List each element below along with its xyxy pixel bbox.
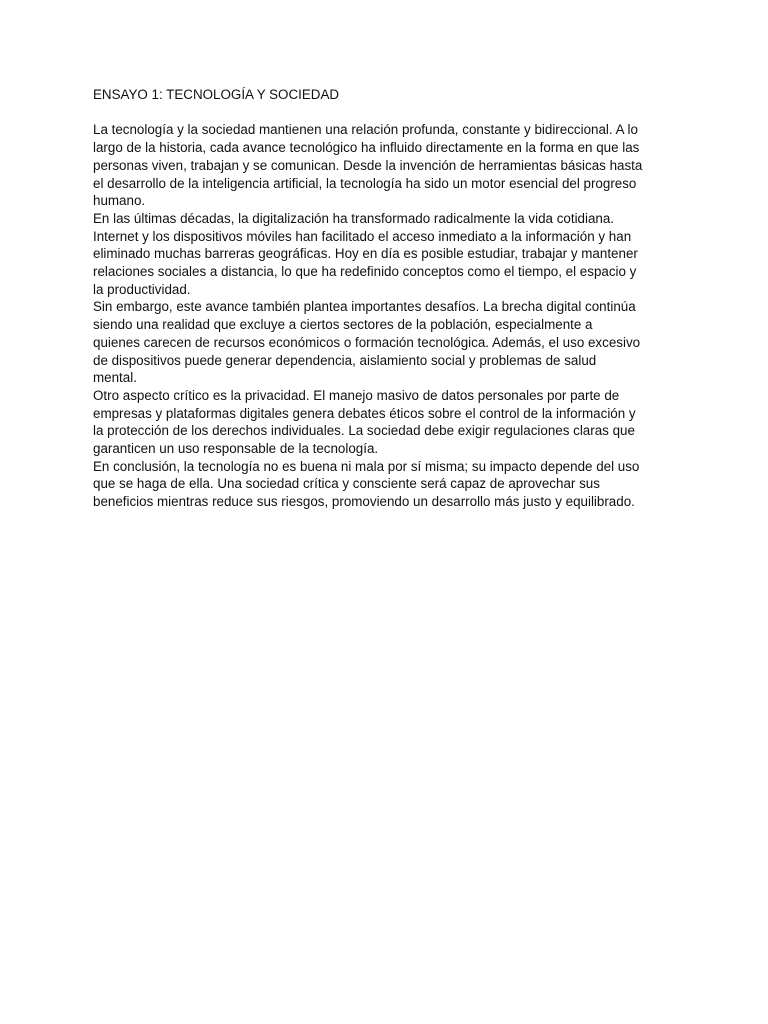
paragraph-line: personas viven, trabajan y se comunican. Desde la invención de herramientas básicas hasta — [93, 157, 643, 173]
paragraph-line: Otro aspecto crítico es la privacidad. El manejo masivo de datos personales por parte de — [93, 387, 620, 403]
paragraph-conclusion — [93, 458, 683, 511]
paragraph-line: siendo una realidad que excluye a ciertos sectores de la población, especialmente a — [93, 317, 593, 333]
paragraph-challenges — [93, 298, 683, 387]
paragraph-line: En las últimas décadas, la digitalización ha transformado radicalmente la vida cotidiana. — [93, 210, 615, 226]
paragraph-line: Sin embargo, este avance también plantea importantes desafíos. La brecha digital continúa — [93, 299, 636, 315]
paragraph-line: empresas y plataformas digitales genera debates éticos sobre el control de la información y — [93, 405, 636, 421]
paragraph-line: Internet y los dispositivos móviles han facilitado el acceso inmediato a la información y han — [93, 228, 632, 244]
paragraph-line: quienes carecen de recursos económicos o formación tecnológica. Además, el uso excesivo — [93, 334, 641, 350]
paragraph-line: humano. — [93, 193, 146, 209]
paragraph-line: que se haga de ella. Una sociedad crítica y consciente será capaz de aprovechar sus — [93, 476, 600, 492]
paragraph-line: relaciones sociales a distancia, lo que ha redefinido conceptos como el tiempo, el espacio y — [93, 264, 637, 280]
paragraph-digitalization — [93, 210, 683, 299]
paragraph-line: La tecnología y la sociedad mantienen una relación profunda, constante y bidireccional. A lo — [93, 122, 638, 138]
paragraph-line: el desarrollo de la inteligencia artificial, la tecnología ha sido un motor esencial del progreso — [93, 175, 637, 191]
paragraph-line: eliminado muchas barreras geográficas. Hoy en día es posible estudiar, trabajar y mantener — [93, 246, 638, 262]
paragraph-line: En conclusión, la tecnología no es buena ni mala por sí misma; su impacto depende del uso — [93, 458, 640, 474]
paragraph-intro — [93, 121, 683, 210]
paragraph-line: la productividad. — [93, 281, 191, 297]
paragraph-line: garanticen un uso responsable de la tecnología. — [93, 441, 379, 457]
essay-title: ENSAYO 1: TECNOLOGÍA Y SOCIEDAD — [93, 87, 340, 102]
paragraph-line: largo de la historia, cada avance tecnológico ha influido directamente en la forma en que las — [93, 140, 640, 156]
paragraph-line: de dispositivos puede generar dependencia, aislamiento social y problemas de salud — [93, 352, 597, 368]
paragraph-line: la protección de los derechos individuales. La sociedad debe exigir regulaciones claras que — [93, 423, 635, 439]
paragraph-line: beneficios mientras reduce sus riesgos, promoviendo un desarrollo más justo y equilibrado. — [93, 494, 635, 510]
paragraph-line: mental. — [93, 370, 137, 386]
paragraph-privacy — [93, 387, 683, 458]
document-body — [93, 86, 683, 511]
